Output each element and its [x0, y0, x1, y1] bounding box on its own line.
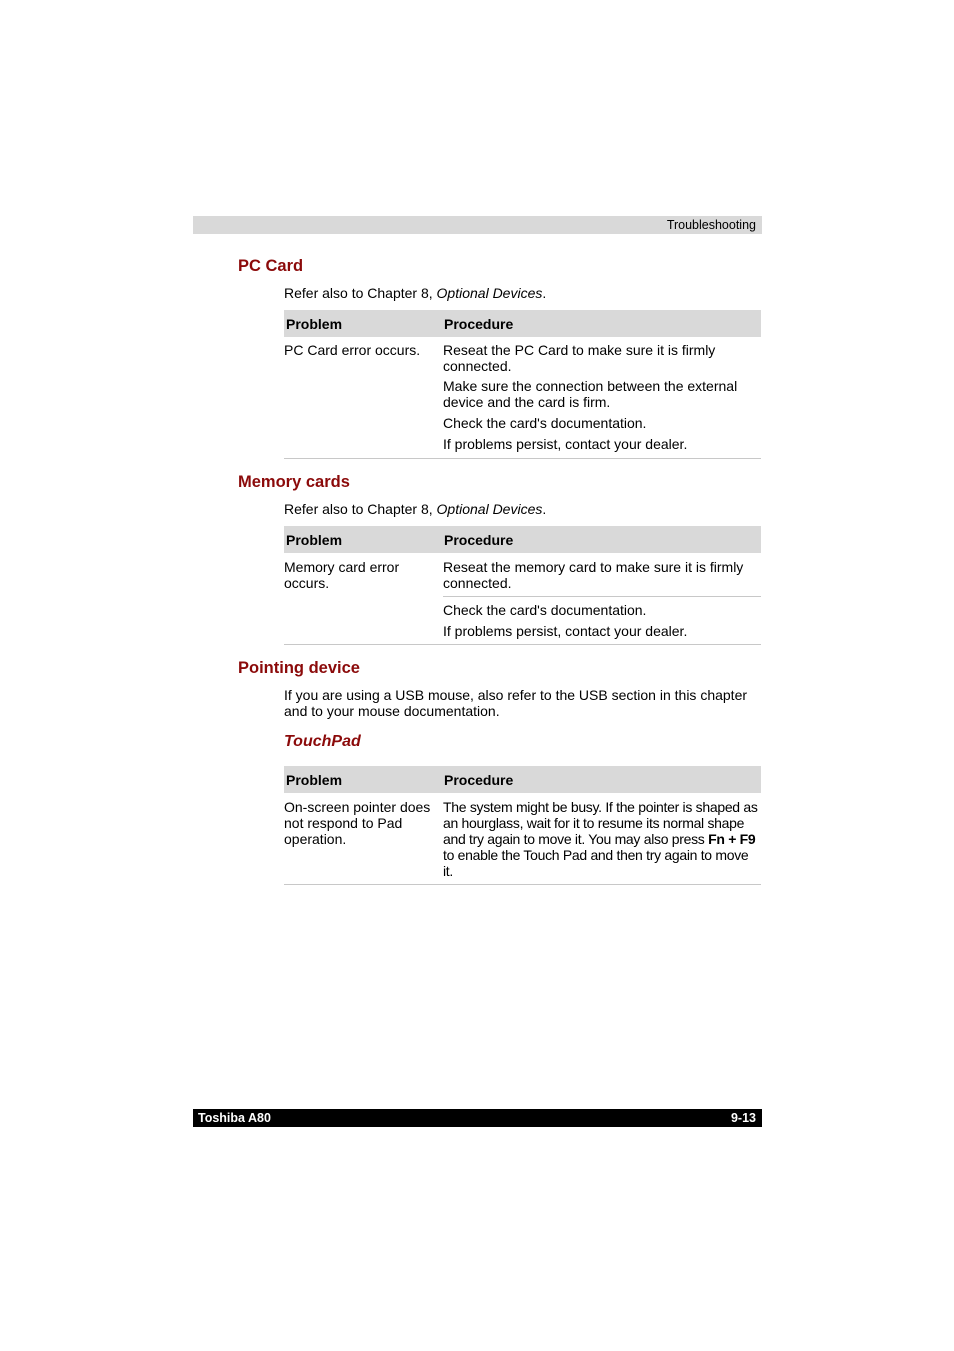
- refer-text: Refer also to Chapter 8,: [284, 501, 437, 517]
- row-divider: [284, 458, 761, 459]
- col-procedure: Procedure: [444, 532, 514, 548]
- procedure-step: Check the card's documentation.: [443, 415, 647, 431]
- page-footer: [193, 1109, 762, 1127]
- col-problem: Problem: [286, 316, 343, 332]
- refer-period: .: [542, 501, 547, 517]
- table-header: [284, 310, 761, 337]
- pc-card-heading: PC Card: [238, 257, 304, 275]
- procedure-step: Reseat the PC Card to make sure it is firmly connected.: [443, 342, 716, 374]
- page-number: 9-13: [730, 1111, 756, 1125]
- running-header: [193, 216, 762, 234]
- table-header: [284, 526, 761, 553]
- problem-cell: On-screen pointer does not respond to Pad operation.: [284, 799, 431, 847]
- refer-period: .: [542, 285, 547, 301]
- refer-chapter-title: Optional Devices: [436, 501, 543, 517]
- step-divider: [443, 596, 761, 597]
- row-divider: [284, 884, 761, 885]
- problem-cell: Memory card error occurs.: [284, 559, 400, 591]
- procedure-step: If problems persist, contact your dealer.: [443, 623, 688, 639]
- col-problem: Problem: [286, 532, 343, 548]
- touchpad-subheading: TouchPad: [284, 733, 361, 750]
- refer-chapter-title: Optional Devices: [436, 285, 543, 301]
- table-header: [284, 766, 761, 793]
- pointing-device-heading: Pointing device: [238, 659, 360, 677]
- procedure-step: If problems persist, contact your dealer.: [443, 436, 688, 452]
- col-problem: Problem: [286, 772, 343, 788]
- pc-card-refer: [284, 285, 762, 301]
- footer-product-name: Toshiba A80: [198, 1111, 271, 1125]
- procedure-step: Make sure the connection between the external device and the card is firm.: [443, 378, 738, 410]
- procedure-step: Check the card's documentation.: [443, 602, 647, 618]
- pointing-device-intro: If you are using a USB mouse, also refer to the USB section in this chapter and to your mouse documentation.: [284, 687, 748, 719]
- procedure-cell: [443, 799, 761, 879]
- pc-card-table: [284, 310, 761, 458]
- memory-cards-refer: [284, 501, 762, 517]
- table-row: [284, 793, 761, 884]
- col-procedure: Procedure: [444, 316, 514, 332]
- col-procedure: Procedure: [444, 772, 514, 788]
- table-row: [284, 337, 761, 458]
- procedure-text: to enable the Touch Pad and then try again to move it.: [443, 847, 749, 879]
- refer-text: Refer also to Chapter 8,: [284, 285, 437, 301]
- problem-cell: PC Card error occurs.: [284, 342, 421, 358]
- header-section-name: Troubleshooting: [666, 218, 756, 232]
- key-combo: Fn + F9: [708, 831, 756, 847]
- touchpad-table: [284, 766, 761, 884]
- table-row: [284, 553, 761, 644]
- procedure-text: The system might be busy. If the pointer is shaped as an hourglass, wait for it to resume its normal shape and try again to move it. You may also press: [443, 799, 758, 847]
- procedure-step: Reseat the memory card to make sure it is firmly connected.: [443, 559, 744, 591]
- memory-cards-table: [284, 526, 761, 644]
- row-divider: [284, 644, 761, 645]
- memory-cards-heading: Memory cards: [238, 473, 350, 491]
